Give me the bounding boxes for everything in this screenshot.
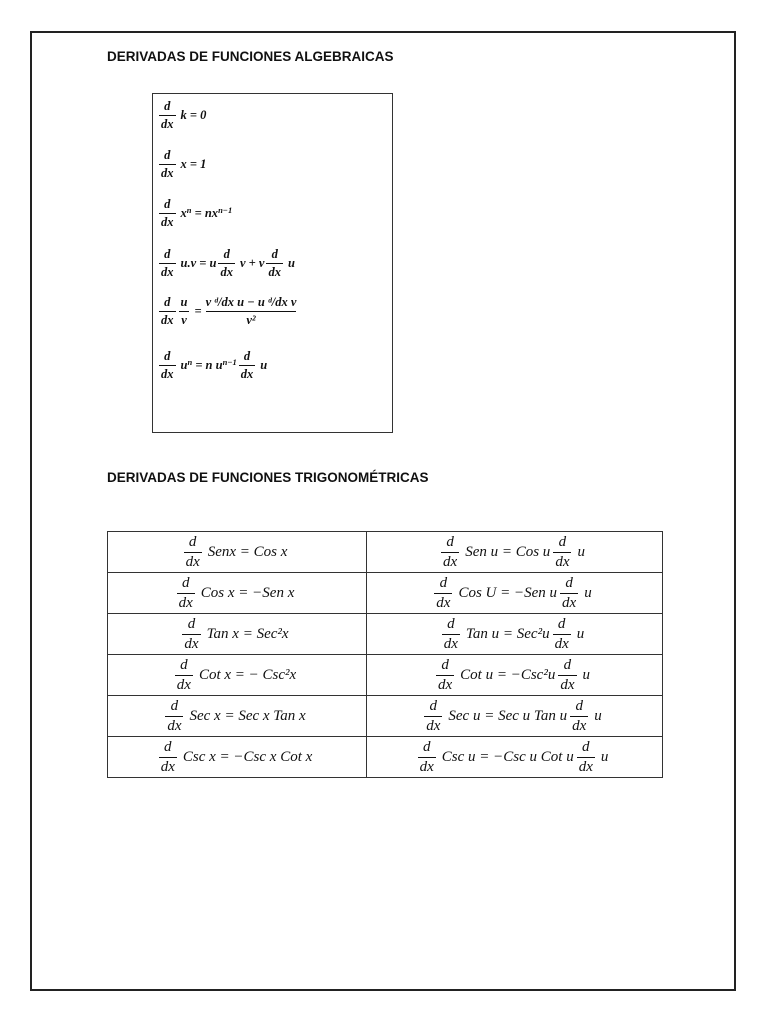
derivative-operator: $\frac{d}{dx}$ — [161, 148, 174, 180]
table-row — [108, 532, 663, 573]
formula-body: Cot u = −Csc²u — [460, 667, 556, 683]
derivative-operator: $\frac{d}{dx}$ — [176, 657, 191, 693]
derivative-operator: $\frac{d}{dx}$ — [220, 247, 233, 279]
table-row — [108, 655, 663, 696]
trig-derivatives-table — [107, 531, 663, 778]
formula-body: Sec u = Sec u Tan u — [448, 708, 568, 724]
derivative-operator: $\frac{d}{dx}$ — [161, 349, 174, 381]
table-cell-variable-u — [367, 532, 663, 573]
heading-trigonometric: DERIVADAS DE FUNCIONES TRIGONOMÉTRICAS — [107, 470, 429, 485]
formula-body: x = 1 — [180, 156, 207, 171]
formula-body: Senx = Cos x — [207, 544, 288, 560]
document-page — [30, 31, 736, 991]
formula-power — [159, 198, 234, 228]
formula-body-end: u — [582, 667, 590, 683]
formula-body-end: u — [584, 585, 592, 601]
formula-quotient: $\frac{d}{dx}$ $\frac{u}{v}$ = $\frac{\text{v ᵈ/dx u − u ᵈ/dx v}}{\text{v²}}$ — [161, 295, 297, 327]
quotient-u-over-v: $\frac{u}{v}$ — [180, 295, 188, 327]
formula-body: Tan u = Sec²u — [465, 626, 550, 642]
formula-body: Cot x = − Csc²x — [198, 667, 297, 683]
derivative-operator: $\frac{d}{dx}$ — [437, 657, 453, 693]
formula-body-mid: v + v — [239, 255, 265, 270]
formula-body: Sec x = Sec x Tan x — [189, 708, 306, 724]
formula-product — [159, 248, 297, 278]
formula-body-end: u — [577, 544, 585, 560]
formula-body: $u^n = n$ $u^{n-1}$ — [180, 356, 237, 372]
formula-body: $x^n = nx^{n-1}$ — [180, 204, 233, 220]
derivative-operator: $\frac{d}{dx}$ — [160, 739, 175, 775]
table-row — [108, 737, 663, 778]
formula-body-start: u.v = u — [180, 255, 217, 270]
derivative-operator: $\frac{d}{dx}$ — [185, 534, 200, 570]
quotient-result: $\frac{\text{v ᵈ/dx u − u ᵈ/dx v}}{\text{v²}}$ — [205, 295, 297, 327]
derivative-operator: $\frac{d}{dx}$ — [161, 247, 174, 279]
table-cell-variable-u — [367, 655, 663, 696]
derivative-operator: $\frac{d}{dx}$ — [268, 247, 281, 279]
derivative-operator: $\frac{d}{dx}$ — [184, 616, 199, 652]
table-cell-variable-x — [108, 532, 367, 573]
table-cell-variable-u — [367, 614, 663, 655]
table-cell-variable-x — [108, 655, 367, 696]
formula-body-end: u — [600, 749, 609, 765]
formula-body: k = 0 — [180, 107, 207, 122]
derivative-operator: $\frac{d}{dx}$ — [178, 575, 193, 611]
derivative-operator: $\frac{d}{dx}$ — [161, 197, 174, 229]
table-row — [108, 573, 663, 614]
formula-body: Tan x = Sec²x — [206, 626, 289, 642]
table-cell-variable-x — [108, 696, 367, 737]
table-cell-variable-x — [108, 573, 367, 614]
derivative-operator: $\frac{d}{dx}$ — [572, 698, 587, 734]
derivative-operator: $\frac{d}{dx}$ — [426, 698, 441, 734]
derivative-operator: $\frac{d}{dx}$ — [443, 534, 458, 570]
formula-body-end: u — [287, 255, 295, 270]
table-cell-variable-x — [108, 614, 367, 655]
derivative-operator: $\frac{d}{dx}$ — [562, 575, 577, 611]
formula-body: Csc x = −Csc x Cot x — [182, 749, 313, 765]
algebraic-formulas-box — [152, 93, 393, 433]
formula-body-end: u — [576, 626, 585, 642]
formula-body: Csc u = −Csc u Cot u — [441, 749, 574, 765]
table-cell-variable-x — [108, 737, 367, 778]
table-cell-variable-u — [367, 696, 663, 737]
heading-algebraic: DERIVADAS DE FUNCIONES ALGEBRAICAS — [107, 49, 394, 64]
table-cell-variable-u — [367, 573, 663, 614]
formula-body: Cos x = −Sen x — [200, 585, 295, 601]
formula-body-end: u — [260, 357, 268, 372]
derivative-operator: $\frac{d}{dx}$ — [443, 616, 458, 652]
formula-body-end: u — [594, 708, 602, 724]
derivative-operator: $\frac{d}{dx}$ — [555, 534, 570, 570]
derivative-operator: $\frac{d}{dx}$ — [167, 698, 182, 734]
formula-constant — [159, 100, 208, 130]
derivative-operator: $\frac{d}{dx}$ — [554, 616, 569, 652]
formula-body: Sen u = Cos u — [465, 544, 551, 560]
derivative-operator: $\frac{d}{dx}$ — [436, 575, 451, 611]
derivative-operator: $\frac{d}{dx}$ — [578, 739, 593, 775]
derivative-operator: $\frac{d}{dx}$ — [419, 739, 434, 775]
derivative-operator: $\frac{d}{dx}$ — [161, 99, 174, 131]
formula-body: Cos U = −Sen u — [458, 585, 558, 601]
derivative-operator: $\frac{d}{dx}$ — [161, 295, 174, 327]
table-cell-variable-u — [367, 737, 663, 778]
formula-chain-power — [159, 350, 269, 380]
derivative-operator: $\frac{d}{dx}$ — [240, 349, 254, 381]
derivative-operator: $\frac{d}{dx}$ — [560, 657, 575, 693]
table-row — [108, 696, 663, 737]
table-row — [108, 614, 663, 655]
formula-identity — [159, 149, 208, 179]
